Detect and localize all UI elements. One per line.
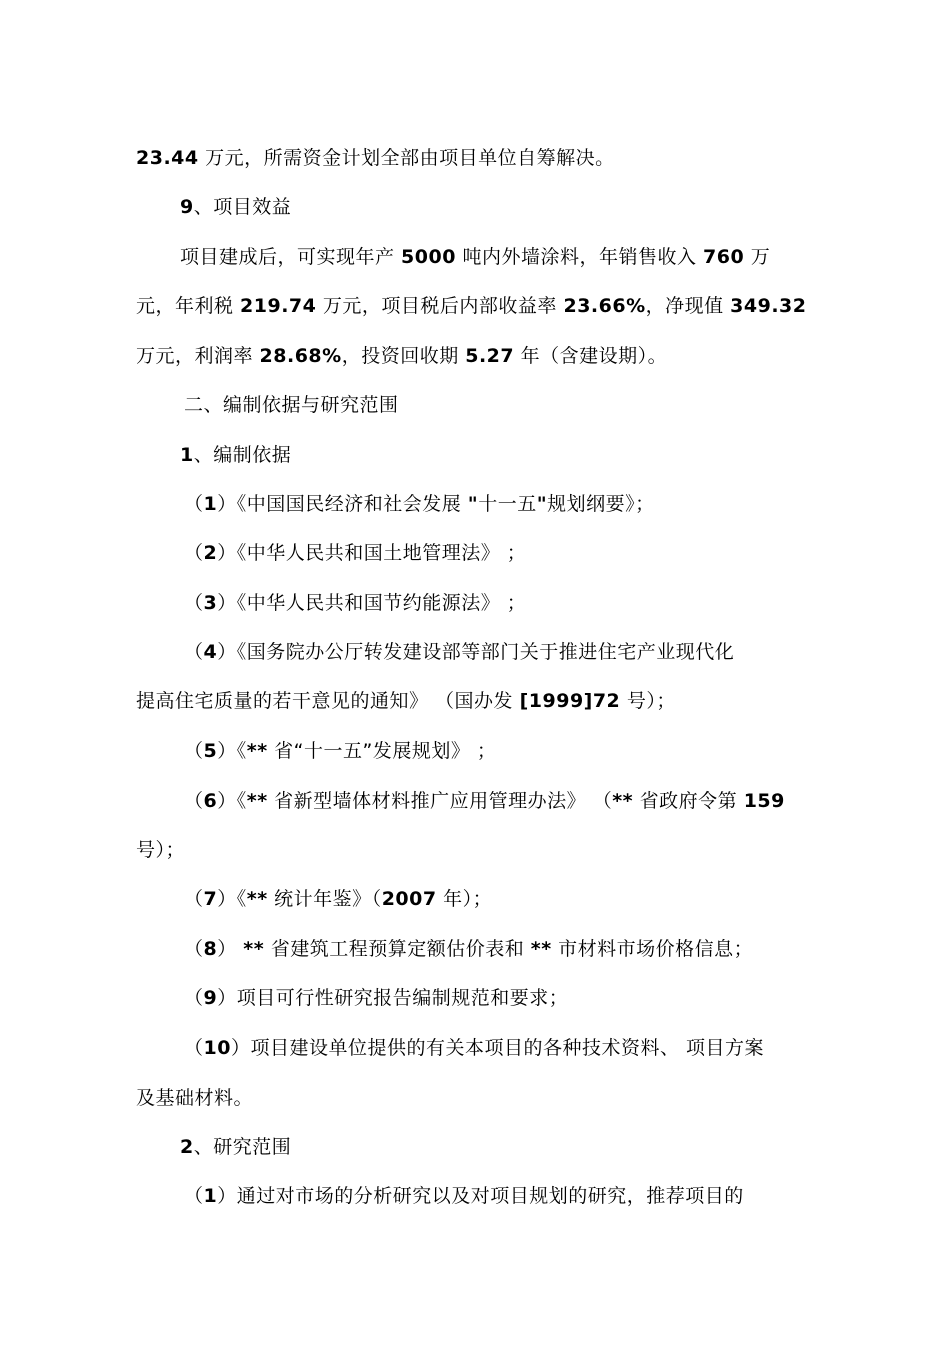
text-segment: 2007 xyxy=(381,888,437,910)
text-segment: （ xyxy=(184,493,204,515)
list-item xyxy=(184,739,496,763)
text-segment: 元，年利税 xyxy=(136,295,241,317)
text-segment: 5000 xyxy=(401,246,456,268)
text-segment: 5.27 xyxy=(465,345,515,367)
text-segment: 2 xyxy=(203,542,218,564)
text-segment: 1 xyxy=(203,493,218,515)
text-line xyxy=(136,1086,253,1110)
list-item xyxy=(184,937,753,961)
list-item xyxy=(184,591,526,615)
text-segment: （ xyxy=(184,987,204,1009)
text-segment: （ xyxy=(184,740,204,762)
text-segment: ** xyxy=(246,740,268,762)
text-segment: 9 xyxy=(203,987,218,1009)
text-segment: 提高住宅质量的若干意见的通知》 （国办发 xyxy=(136,690,520,712)
text-segment: 2 xyxy=(180,1136,194,1158)
text-segment: ** xyxy=(246,888,268,910)
text-segment: （ xyxy=(184,592,204,614)
text-segment: ） xyxy=(217,938,244,960)
text-segment: （ xyxy=(184,1185,204,1207)
text-segment: 省政府令第 xyxy=(633,790,744,812)
text-segment: 十一五 xyxy=(478,493,537,515)
text-segment: 760 xyxy=(703,246,745,268)
list-item xyxy=(184,492,655,516)
text-segment: 号）； xyxy=(136,839,186,861)
text-segment: （ xyxy=(184,790,204,812)
list-item xyxy=(184,640,734,664)
text-segment: ）通过对市场的分析研究以及对项目规划的研究，推荐项目的 xyxy=(217,1185,744,1207)
text-segment: 万元，利润率 xyxy=(136,345,260,367)
text-segment: （ xyxy=(184,641,204,663)
list-item xyxy=(184,986,568,1010)
text-segment: 3 xyxy=(203,592,218,614)
text-segment: 7 xyxy=(203,888,218,910)
text-segment: （ xyxy=(184,888,204,910)
text-segment: （ xyxy=(184,1037,204,1059)
text-segment: 项目建成后，可实现年产 xyxy=(180,246,402,268)
text-segment: 6 xyxy=(203,790,218,812)
text-segment: 年（含建设期）。 xyxy=(514,345,668,367)
text-segment: 万 xyxy=(744,246,771,268)
text-segment: 省“十一五”发展规划》 ； xyxy=(267,740,497,762)
text-segment: ）《国务院办公厅转发建设部等部门关于推进住宅产业现代化 xyxy=(217,641,735,663)
text-segment: 市材料市场价格信息； xyxy=(551,938,754,960)
text-segment: 万元，所需资金计划全部由项目单位自筹解决。 xyxy=(198,147,615,169)
text-segment: ** xyxy=(530,938,552,960)
text-segment: 4 xyxy=(203,641,218,663)
text-segment: 159 xyxy=(743,790,785,812)
section-heading xyxy=(180,443,291,467)
text-segment: 219.74 xyxy=(240,295,317,317)
chapter-heading xyxy=(184,393,399,417)
text-segment: ）《中华人民共和国土地管理法》 ； xyxy=(217,542,527,564)
text-segment: ，投资回收期 xyxy=(341,345,466,367)
text-segment: 、项目效益 xyxy=(193,196,292,218)
text-segment: 万元，项目税后内部收益率 xyxy=(316,295,564,317)
text-segment: 10 xyxy=(203,1037,231,1059)
text-segment: ）《中国国民经济和社会发展 xyxy=(217,493,468,515)
text-segment: 规划纲要》； xyxy=(547,493,655,515)
text-segment: 349.32 xyxy=(730,295,807,317)
text-segment: ** xyxy=(243,938,265,960)
text-line xyxy=(136,344,667,368)
text-line xyxy=(136,294,806,318)
text-segment: （ xyxy=(184,542,204,564)
text-line xyxy=(136,689,676,713)
text-segment: 8 xyxy=(203,938,218,960)
text-segment: [1999]72 xyxy=(519,690,621,712)
text-segment: " xyxy=(536,493,548,515)
text-segment: ）《 xyxy=(217,888,247,910)
text-segment: （ xyxy=(184,938,204,960)
text-segment: 23.66% xyxy=(563,295,646,317)
text-segment: 1 xyxy=(203,1185,218,1207)
text-segment: 二、编制依据与研究范围 xyxy=(184,394,399,416)
text-segment: 23.44 xyxy=(136,147,199,169)
text-segment: 9 xyxy=(180,196,194,218)
text-segment: 省建筑工程预算定额估价表和 xyxy=(264,938,531,960)
text-line xyxy=(180,245,770,269)
text-line xyxy=(136,838,185,862)
text-line xyxy=(136,146,615,170)
text-segment: ）项目建设单位提供的有关本项目的各种技术资料、 项目方案 xyxy=(230,1037,765,1059)
text-segment: 及基础材料。 xyxy=(136,1087,254,1109)
section-heading xyxy=(180,195,291,219)
text-segment: 号）； xyxy=(620,690,676,712)
text-segment: " xyxy=(467,493,479,515)
list-item xyxy=(184,541,526,565)
text-segment: 统计年鉴》（ xyxy=(267,888,382,910)
section-heading xyxy=(180,1135,291,1159)
text-segment: 吨内外墙涂料，年销售收入 xyxy=(455,246,704,268)
text-segment: ）项目可行性研究报告编制规范和要求； xyxy=(217,987,569,1009)
text-segment: ，净现值 xyxy=(645,295,731,317)
list-item xyxy=(184,1184,744,1208)
text-segment: 5 xyxy=(203,740,218,762)
text-segment: 28.68% xyxy=(259,345,342,367)
text-segment: ** xyxy=(246,790,268,812)
text-segment: 省新型墙体材料推广应用管理办法》 （ xyxy=(267,790,613,812)
text-segment: ** xyxy=(612,790,634,812)
text-segment: ）《中华人民共和国节约能源法》 ； xyxy=(217,592,527,614)
text-segment: 、研究范围 xyxy=(193,1136,292,1158)
text-segment: ）《 xyxy=(217,740,247,762)
list-item xyxy=(184,887,492,911)
text-segment: 、编制依据 xyxy=(193,444,292,466)
text-segment: 1 xyxy=(180,444,194,466)
text-segment: 年）； xyxy=(436,888,493,910)
list-item xyxy=(184,1036,764,1060)
list-item xyxy=(184,789,785,813)
text-segment: ）《 xyxy=(217,790,247,812)
